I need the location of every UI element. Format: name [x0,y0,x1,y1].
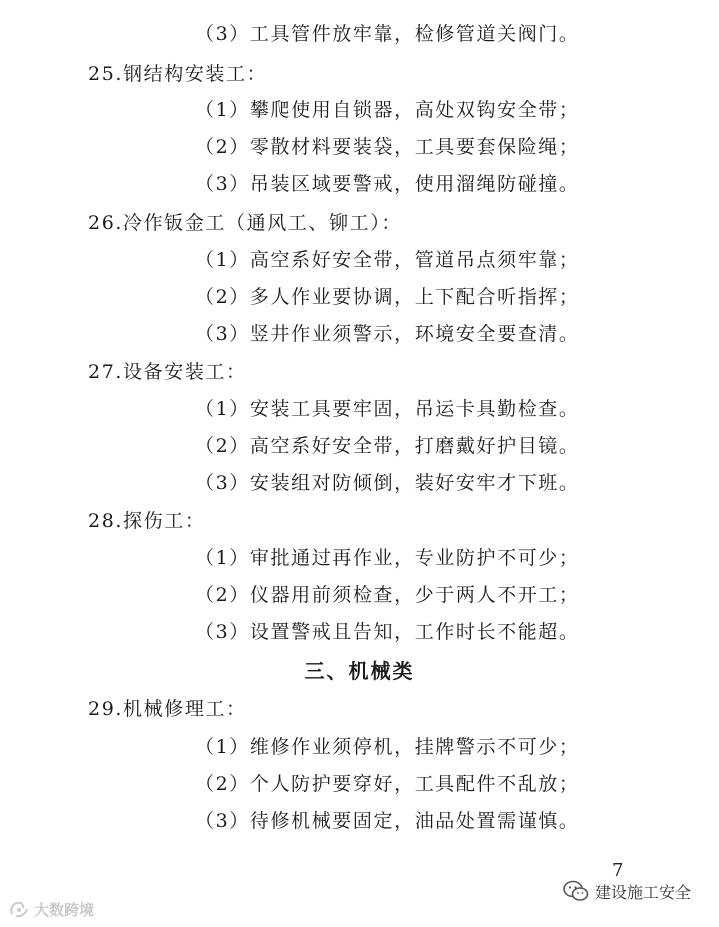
section-heading: 25.钢结构安装工： [88,63,268,85]
section-heading: 27.设备安装工： [88,361,247,383]
page-number: 7 [612,860,624,881]
section-title: 三、机械类 [304,659,415,683]
list-item: （2）个人防护要穿好，工具配件不乱放； [195,773,580,795]
list-item: （2）零散材料要装袋，工具要套保险绳； [195,136,580,158]
section-heading: 29.机械修理工： [88,698,247,720]
list-item: （1）攀爬使用自锁器，高处双钩安全带； [195,99,580,121]
section-heading: 28.探伤工： [88,510,206,532]
list-item: （3）安装组对防倾倒，装好安牢才下班。 [195,472,580,494]
list-item: （1）高空系好安全带，管道吊点须牢靠； [195,249,580,271]
list-item: （2）仪器用前须检查，少于两人不开工； [195,584,580,606]
list-item: （1）维修作业须停机，挂牌警示不可少； [195,736,580,758]
list-item: （3）待修机械要固定，油品处置需谨慎。 [195,810,580,832]
brand-logo-icon [8,898,30,920]
list-item: （1）安装工具要牢固，吊运卡具勤检查。 [195,398,580,420]
list-item: （2）高空系好安全带，打磨戴好护目镜。 [195,435,580,457]
account-watermark [563,878,691,904]
list-item: （3）工具管件放牢靠，检修管道关阀门。 [195,23,580,45]
watermark-text: 大数跨境 [34,900,95,919]
source-watermark [8,898,94,920]
list-item: （3）吊装区域要警戒，使用溜绳防碰撞。 [195,173,580,195]
list-item: （3）竖井作业须警示，环境安全要查清。 [195,323,580,345]
list-item: （3）设置警戒且告知，工作时长不能超。 [195,621,580,643]
list-item: （2）多人作业要协调，上下配合听指挥； [195,286,580,308]
section-heading: 26.冷作钣金工（通风工、铆工）： [88,212,402,234]
wechat-icon [563,880,589,902]
list-item: （1）审批通过再作业，专业防护不可少； [195,547,580,569]
watermark-text: 建设施工安全 [595,882,692,902]
